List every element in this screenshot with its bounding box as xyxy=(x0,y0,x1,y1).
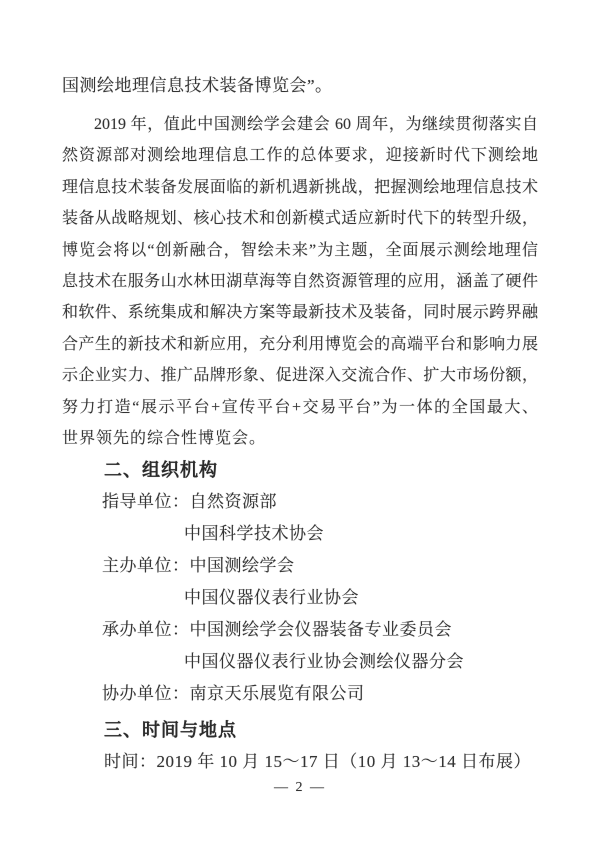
org-label: 指导单位： xyxy=(102,492,190,512)
paragraph-line: 博览会将以“创新融合，智绘未来”为主题，全面展示测绘地理信 xyxy=(62,241,538,259)
time-value: 2019 年 10 月 15～17 日（10 月 13～14 日布展） xyxy=(156,752,531,772)
org-label: 承办单位： xyxy=(102,620,190,640)
org-value: 中国测绘学会 xyxy=(189,556,295,576)
time-row xyxy=(104,746,538,778)
org-value: 南京天乐展览有限公司 xyxy=(189,684,365,704)
org-value: 中国科学技术协会 xyxy=(184,524,324,544)
section-heading-time-location: 三、时间与地点 xyxy=(104,720,237,741)
org-label: 主办单位： xyxy=(102,556,190,576)
org-label: 协办单位： xyxy=(102,684,190,704)
org-row-continuation xyxy=(184,582,538,614)
org-value: 自然资源部 xyxy=(189,492,277,512)
organization-list xyxy=(62,486,538,710)
document-body xyxy=(62,75,538,778)
page-number: — 2 — xyxy=(274,780,326,795)
time-label: 时间： xyxy=(104,752,157,772)
paragraph-line: 合产生的新技术和新应用，充分利用博览会的高端平台和影响力展 xyxy=(62,335,538,353)
paragraph-line: 装备从战略规划、核心技术和创新模式适应新时代下的转型升级， xyxy=(62,210,538,228)
org-row-continuation xyxy=(184,646,538,678)
section-heading-organization: 二、组织机构 xyxy=(104,460,218,481)
paragraph-line: 息技术在服务山水林田湖草海等自然资源管理的应用，涵盖了硬件 xyxy=(62,273,538,291)
org-row xyxy=(102,550,538,582)
org-value: 中国仪器仪表行业协会测绘仪器分会 xyxy=(184,652,464,672)
paragraph-line: 理信息技术装备发展面临的新机遇新挑战，把握测绘地理信息技术 xyxy=(62,178,538,196)
org-value: 中国仪器仪表行业协会 xyxy=(184,588,359,608)
org-row-continuation xyxy=(184,518,538,550)
paragraph-line: 然资源部对测绘地理信息工作的总体要求，迎接新时代下测绘地 xyxy=(62,147,538,165)
paragraph-line: 2019 年，值此中国测绘学会建会 60 周年，为继续贯彻落实自 xyxy=(94,116,538,133)
paragraph-continuation-line: 国测绘地理信息技术装备博览会”。 xyxy=(62,76,333,95)
main-paragraph xyxy=(62,109,538,454)
org-row xyxy=(102,614,538,646)
org-row xyxy=(102,486,538,518)
paragraph-line: 世界领先的综合性博览会。 xyxy=(62,430,267,448)
org-value: 中国测绘学会仪器装备专业委员会 xyxy=(189,620,452,640)
paragraph-line: 和软件、系统集成和解决方案等最新技术及装备，同时展示跨界融 xyxy=(62,304,538,322)
paragraph-line: 示企业实力、推广品牌形象、促进深入交流合作、扩大市场份额， xyxy=(62,367,538,385)
paragraph-line: 努力打造“展示平台+宣传平台+交易平台”为一体的全国最大、 xyxy=(62,398,538,416)
org-row xyxy=(102,678,538,710)
